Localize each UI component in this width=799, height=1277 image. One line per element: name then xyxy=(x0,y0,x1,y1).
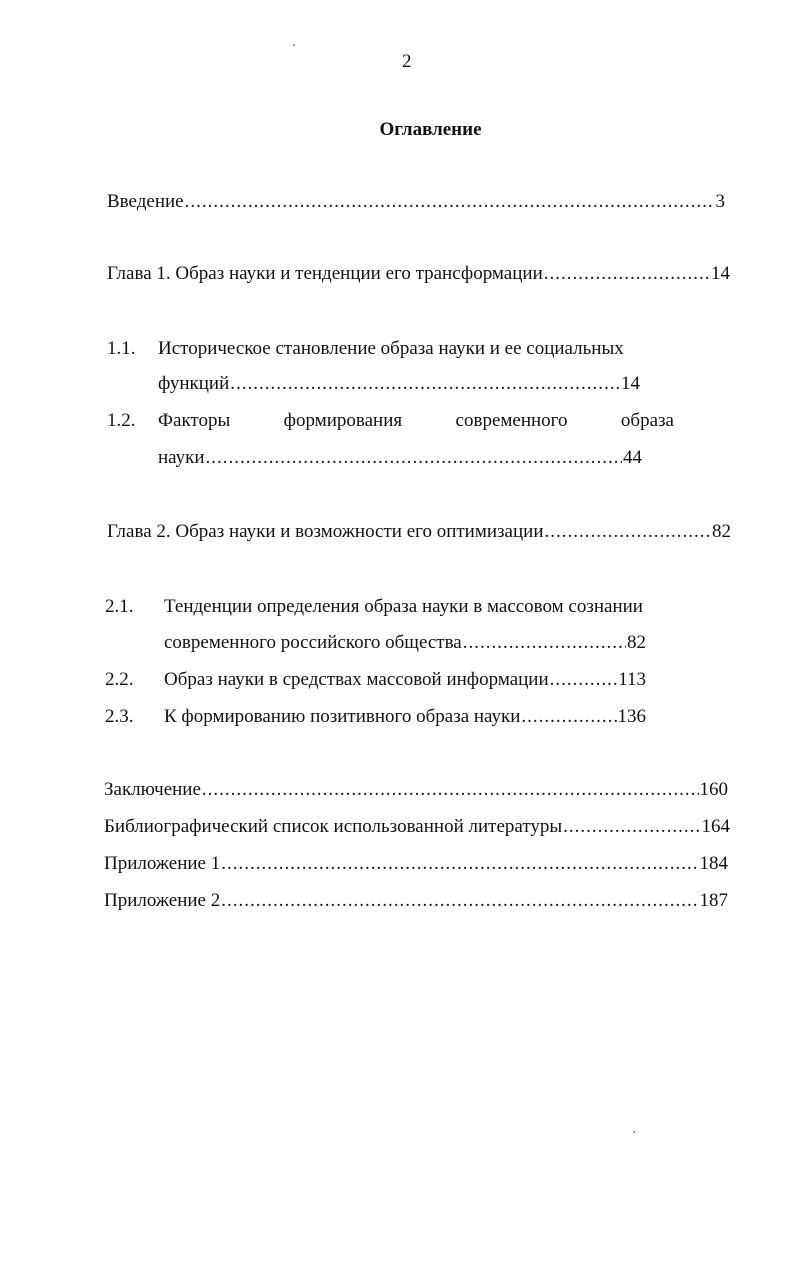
toc-entry-label: Глава 2. Образ науки и возможности его оптимизации xyxy=(107,521,544,542)
toc-title: Оглавление xyxy=(379,119,482,140)
toc-entry-section-1-2[interactable] xyxy=(158,446,642,470)
toc-entry-page: 14 xyxy=(621,373,640,394)
dot-leader xyxy=(521,705,616,729)
toc-entry-appendix-1[interactable] xyxy=(104,852,728,876)
toc-entry-chapter-1[interactable] xyxy=(107,262,730,286)
dot-leader xyxy=(185,190,715,214)
toc-entry-section-1-1[interactable] xyxy=(158,372,640,396)
toc-entry-page: 44 xyxy=(623,447,642,468)
toc-entry-conclusion[interactable] xyxy=(104,778,728,802)
toc-entry-label: науки xyxy=(158,447,205,468)
toc-entry-page: 82 xyxy=(712,521,731,542)
toc-entry-section-2-3[interactable] xyxy=(164,705,646,729)
toc-entry-intro[interactable] xyxy=(107,190,725,214)
toc-entry-page: 14 xyxy=(711,263,730,284)
dot-leader xyxy=(221,852,698,876)
toc-entry-page: 184 xyxy=(699,853,728,874)
toc-entry-chapter-2[interactable] xyxy=(107,520,731,544)
toc-entry-page: 113 xyxy=(618,669,646,690)
toc-entry-page: 187 xyxy=(699,890,728,911)
toc-entry-page: 82 xyxy=(627,632,646,653)
section-number: 2.1. xyxy=(105,596,134,617)
page-number: 2 xyxy=(402,51,412,72)
dot-leader xyxy=(563,815,700,839)
toc-entry-label: Приложение 1 xyxy=(104,853,221,874)
toc-entry-section-2-2[interactable] xyxy=(164,668,646,692)
section-number: 1.1. xyxy=(107,338,136,359)
toc-entry-word: формирования xyxy=(283,410,403,431)
toc-entry-label: современного российского общества xyxy=(164,632,462,653)
section-number: 1.2. xyxy=(107,410,136,431)
scan-speck xyxy=(633,1131,635,1133)
toc-entry-page: 136 xyxy=(617,706,646,727)
toc-entry-section-1-1-line1[interactable] xyxy=(158,337,674,361)
dot-leader xyxy=(206,446,622,470)
section-number: 2.2. xyxy=(105,669,134,690)
toc-entry-page: 160 xyxy=(699,779,728,800)
toc-entry-section-1-2-line1[interactable] xyxy=(158,409,674,433)
dot-leader xyxy=(230,372,620,396)
toc-entry-label: Образ науки в средствах массовой информации xyxy=(164,669,549,690)
toc-entry-section-2-1-line1[interactable]: Тенденции определения образа науки в массовом сознании xyxy=(164,596,643,617)
toc-entry-label: Глава 1. Образ науки и тенденции его трансформации xyxy=(107,263,543,284)
toc-entry-section-2-1[interactable] xyxy=(164,631,646,655)
toc-entry-word: Факторы xyxy=(158,410,231,431)
toc-entry-label: Заключение xyxy=(104,779,201,800)
dot-leader xyxy=(221,889,698,913)
toc-entry-label: Приложение 2 xyxy=(104,890,221,911)
dot-leader xyxy=(550,668,618,692)
toc-entry-label: Историческое становление образа науки и ее социальных xyxy=(158,338,624,359)
dot-leader xyxy=(463,631,626,655)
section-number: 2.3. xyxy=(105,706,134,727)
toc-entry-page: 164 xyxy=(701,816,730,837)
toc-entry-word: образа xyxy=(620,410,674,431)
scan-speck xyxy=(293,44,295,46)
toc-entry-label: функций xyxy=(158,373,230,394)
toc-entry-bibliography[interactable] xyxy=(104,815,730,839)
dot-leader xyxy=(544,262,710,286)
toc-entry-word: современного xyxy=(455,410,568,431)
dot-leader xyxy=(202,778,699,802)
toc-entry-label: Введение xyxy=(107,191,184,212)
toc-entry-label: Библиографический список использованной литературы xyxy=(104,816,563,837)
toc-entry-page: 3 xyxy=(715,191,725,212)
toc-entry-label: К формированию позитивного образа науки xyxy=(164,706,521,727)
toc-entry-appendix-2[interactable] xyxy=(104,889,728,913)
dot-leader xyxy=(544,520,711,544)
